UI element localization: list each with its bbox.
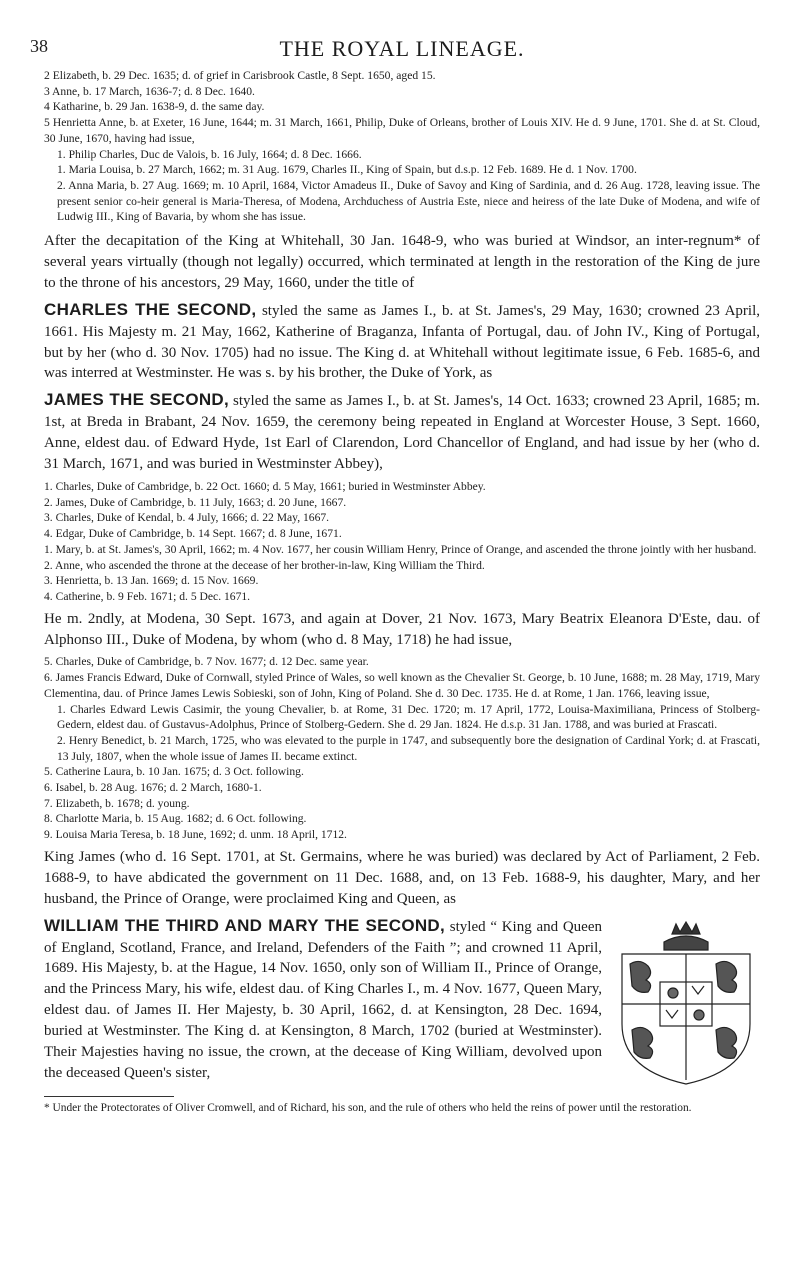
genealogy-block-charles-i-children	[44, 68, 760, 225]
genealogy-entry: 5. Catherine Laura, b. 10 Jan. 1675; d. 3 Oct. following.	[44, 765, 304, 779]
genealogy-entry: 3. Henrietta, b. 13 Jan. 1669; d. 15 Nov. 1669.	[44, 574, 259, 588]
heading-charles-ii: CHARLES THE SECOND,	[44, 299, 257, 319]
genealogy-entry: 1. Maria Louisa, b. 27 March, 1662; m. 31 Aug. 1679, Charles II., King of Spain, but d.s.p. 12 Feb. 1689. He d. 1 Nov. 1700.	[57, 163, 637, 177]
genealogy-entry: 6. James Francis Edward, Duke of Cornwall, styled Prince of Wales, so well known as the Chevalier St. George, b. 10 June, 1688; m. 28 May, 1719, Mary Clementina, dau. of Prince James Lewis Sobieski, son of John, King of Poland. She d. 30 Dec. 1735. He d. at Rome, 1 Jan. 1766, leaving issue,	[44, 671, 760, 700]
genealogy-entry: 1. Mary, b. at St. James's, 30 April, 1662; m. 4 Nov. 1677, her cousin William Henry, Prince of Orange, and ascended the throne jointly with her husband.	[44, 542, 757, 556]
genealogy-entry: 1. Philip Charles, Duc de Valois, b. 16 July, 1664; d. 8 Dec. 1666.	[57, 147, 362, 161]
genealogy-entry: 3. Charles, Duke of Kendal, b. 4 July, 1666; d. 22 May, 1667.	[44, 511, 330, 525]
genealogy-entry: 3 Anne, b. 17 March, 1636-7; d. 8 Dec. 1640.	[44, 84, 255, 98]
genealogy-entry: 2. Anne, who ascended the throne at the decease of her brother-in-law, King William the Third.	[44, 558, 485, 572]
paragraph-james-ii	[44, 390, 760, 475]
heading-james-ii: JAMES THE SECOND,	[44, 390, 230, 410]
genealogy-entry: 5. Charles, Duke of Cambridge, b. 7 Nov. 1677; d. 12 Dec. same year.	[44, 655, 369, 669]
royal-coat-of-arms-icon	[612, 920, 760, 1088]
running-title: THE ROYAL LINEAGE.	[279, 36, 525, 61]
genealogy-entry: 4 Katharine, b. 29 Jan. 1638-9, d. the same day.	[44, 100, 265, 114]
genealogy-entry: 1. Charles, Duke of Cambridge, b. 22 Oct. 1660; d. 5 May, 1661; buried in Westminster Abbey.	[44, 480, 486, 493]
paragraph-james-ii-text: styled the same as James I., b. at St. James's, 14 Oct. 1633; crowned 23 April, 1685; m. 1st, at Breda in Brabant, 24 Nov. 1659, the ceremony being repeated in England at Worcester House, 3 Sept. 1660, Anne, eldest dau. of Edward Hyde, 1st Earl of Clarendon, Lord Chancellor of England, and had issue by her (who d. 31 March, 1671, and was buried in Westminster Abbey),	[44, 393, 761, 473]
genealogy-entry: 5 Henrietta Anne, b. at Exeter, 16 June, 1644; m. 31 March, 1661, Philip, Duke of Orleans, brother of Louis XIV. He d. 9 June, 1701. She d. at St. Cloud, 30 June, 1670, having had issue,	[44, 116, 760, 145]
paragraph-charles-ii	[44, 300, 760, 385]
paragraph-interregnum: After the decapitation of the King at Whitehall, 30 Jan. 1648-9, who was buried at Windsor, an inter-regnum* of several years virtually (though not legally) occurred, which terminated at length in the restoration of the King de jure to the throne of his ancestors, 29 May, 1660, under the title of	[44, 233, 760, 291]
paragraph-second-marriage: He m. 2ndly, at Modena, 30 Sept. 1673, and again at Dover, 21 Nov. 1673, Mary Beatrix Eleanora D'Este, dau. of Alphonso III., Duke of Modena, by whom (who d. 8 May, 1718) he had issue,	[44, 610, 760, 648]
genealogy-entry: 2 Elizabeth, b. 29 Dec. 1635; d. of grief in Carisbrook Castle, 8 Sept. 1650, aged 15.	[44, 69, 436, 82]
paragraph-abdication: King James (who d. 16 Sept. 1701, at St. Germains, where he was buried) was declared by Act of Parliament, 2 Feb. 1688-9, to have abdicated the government on 11 Dec. 1688, and, on 13 Feb. 1688-9, his daughter, Mary, and her husband, the Prince of Orange, were proclaimed King and Queen, as	[44, 848, 760, 907]
page-number: 38	[30, 36, 48, 56]
genealogy-entry: 4. Catherine, b. 9 Feb. 1671; d. 5 Dec. 1671.	[44, 589, 251, 603]
paragraph-william-and-mary-text: styled “ King and Queen of England, Scotland, France, and Ireland, Defenders of the Faith ”; and crowned 11 April, 1689. His Majesty, b. at the Hague, 14 Nov. 1650, only son of William II., Prince of Orange, and the Princess Mary, his wife, eldest dau. of King Charles I., m. 4 Nov. 1677, Queen Mary, eldest dau. of James II. Her Majesty, b. 30 April, 1662, d. at Kensington, 28 Dec. 1694, buried at Westminster. The King d. at Kensington, 8 March, 1702 (buried at Westminster). Their Majesties having no issue, the crown, at the decease of King William, devolved upon the deceased Queen's sister,	[44, 918, 602, 1081]
paragraph-charles-ii-text: styled the same as James I., b. at St. James's, 29 May, 1630; crowned 23 April, 1661. His Majesty m. 21 May, 1662, Katherine of Braganza, Infanta of Portugal, dau. of John IV., King of Portugal, but by her (who d. 30 Nov. 1705) had no issue. The King d. at Whitehall without legitimate issue, 6 Feb. 1685-6, and was interred at Westminster. He was s. by his brother, the Duke of York, as	[44, 302, 760, 382]
genealogy-entry: 6. Isabel, b. 28 Aug. 1676; d. 2 March, 1680-1.	[44, 781, 262, 795]
genealogy-entry: 2. James, Duke of Cambridge, b. 11 July, 1663; d. 20 June, 1667.	[44, 495, 347, 509]
heading-william-and-mary: WILLIAM THE THIRD AND MARY THE SECOND,	[44, 915, 446, 935]
genealogy-block-first-marriage	[44, 479, 760, 605]
footnote: * Under the Protectorates of Oliver Cromwell, and of Richard, his son, and the rule of others who held the reins of power until the restoration.	[44, 1101, 692, 1114]
page-header	[30, 36, 760, 68]
genealogy-entry: 2. Henry Benedict, b. 21 March, 1725, who was elevated to the purple in 1747, and subsequently bore the designation of Cardinal York; d. at Frascati, 13 July, 1807, when the whole issue of James II. became extinct.	[57, 733, 760, 763]
genealogy-entry: 4. Edgar, Duke of Cambridge, b. 14 Sept. 1667; d. 8 June, 1671.	[44, 527, 342, 541]
genealogy-entry: 2. Anna Maria, b. 27 Aug. 1669; m. 10 April, 1684, Victor Amadeus II., Duke of Savoy and King of Sardinia, and d. 26 Aug. 1728, leaving issue. The present senior co-heir general is Maria-Theresa, of Modena, Archduchess of Austria Este, niece and heiress of the late Duke of Modena, and wife of Ludwig III., King of Bavaria, by whom she has issue.	[57, 178, 760, 224]
genealogy-entry: 1. Charles Edward Lewis Casimir, the young Chevalier, b. at Rome, 31 Dec. 1720; m. 17 April, 1772, Louisa-Maximiliana, Princess of Stolberg-Gedern, eldest dau. of Gustavus-Adolphus, Prince of Stolberg-Gedern. She d. 29 Jan. 1824. He d.s.p. 31 Jan. 1788, and was buried at Frascati.	[57, 702, 760, 732]
genealogy-block-second-marriage	[44, 654, 760, 842]
page	[30, 36, 761, 1116]
footnote-divider	[44, 1096, 174, 1097]
genealogy-entry: 8. Charlotte Maria, b. 15 Aug. 1682; d. 6 Oct. following.	[44, 812, 307, 826]
genealogy-entry: 7. Elizabeth, b. 1678; d. young.	[44, 796, 190, 810]
genealogy-entry: 9. Louisa Maria Teresa, b. 18 June, 1692; d. unm. 18 April, 1712.	[44, 828, 347, 842]
